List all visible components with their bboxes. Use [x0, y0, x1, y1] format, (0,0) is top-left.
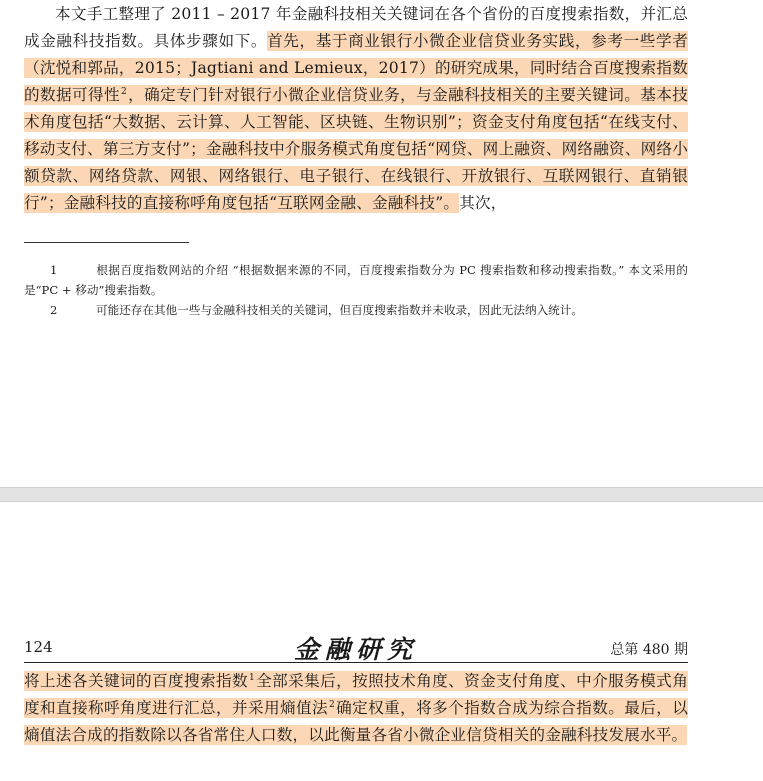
page-number: 124	[24, 638, 53, 656]
footnote-2	[24, 300, 688, 320]
body-paragraph-2	[24, 668, 688, 749]
body-paragraph-1	[24, 1, 688, 217]
paragraph-1-tail: 其次，	[459, 194, 507, 212]
footnote-ref-2[interactable]: 2	[121, 87, 127, 97]
footnote-ref-2[interactable]: 2	[329, 700, 335, 710]
page-separator	[0, 487, 763, 502]
footnote-1	[24, 260, 688, 300]
footnote-number: 1	[50, 263, 58, 277]
highlight-part-a: 首先，基于商业银行小微企业信贷业务实践，参考一些学者（沈悦和郭品，2015；Jagtiani and Lemieux，2017）的研究成果，同时结合百度搜索指数的数据可得性	[24, 32, 688, 104]
journal-title: 金融研究	[293, 635, 418, 664]
running-header	[24, 632, 688, 662]
footnote-text: 根据百度指数网站的介绍 “根据数据来源的不同，百度搜索指数分为 PC 搜索指数和移动搜索指数。” 本文采用的是“PC + 移动”搜索指数。	[24, 263, 688, 297]
highlighted-text[interactable]	[24, 671, 688, 745]
p2-part-a: 将上述各关键词的百度搜索指数	[24, 672, 249, 690]
issue-number: 总第 480 期	[610, 642, 688, 658]
p2-part-b: 全部采集后，按照技术角度、资金支付角度、中介服务模式角度和直接称呼角度进行汇总，并采用熵值法	[24, 672, 688, 717]
header-rule	[24, 662, 688, 663]
highlight-part-b: ，确定专门针对银行小微企业信贷业务，与金融科技相关的主要关键词。基本技术角度包括“大数据、云计算、人工智能、区块链、生物识别”；资金支付角度包括“在线支付、移动支付、第三方支付”；金融科技中介服务模式角度包括“网贷、网上融资、网络融资、网络小额贷款、网络贷款、网银、网络银行、电子银行、在线银行、开放银行、互联网银行、直销银行”；金融科技的直接称呼角度包括“互联网金融、金融科技”。	[24, 86, 688, 212]
p2-part-c: 确定权重，将多个指数合成为综合指数。最后，以熵值法合成的指数除以各省常住人口数，以此衡量各省小微企业信贷相关的金融科技发展水平。	[24, 699, 688, 744]
document-page-bottom	[0, 502, 763, 781]
paragraph-1-lead: 本文手工整理了 2011 – 2017 年金融科技相关关键词在各个省份的百度搜索指数，并汇总成金融科技指数。具体步骤如下。	[24, 5, 688, 50]
footnote-number: 2	[50, 303, 58, 317]
footnotes	[24, 260, 688, 320]
footnote-separator	[24, 242, 189, 243]
footnote-text: 可能还存在其他一些与金融科技相关的关键词，但百度搜索指数并未收录，因此无法纳入统计。	[96, 303, 583, 317]
highlighted-text[interactable]	[24, 31, 688, 213]
footnote-ref-1[interactable]: 1	[249, 673, 255, 683]
